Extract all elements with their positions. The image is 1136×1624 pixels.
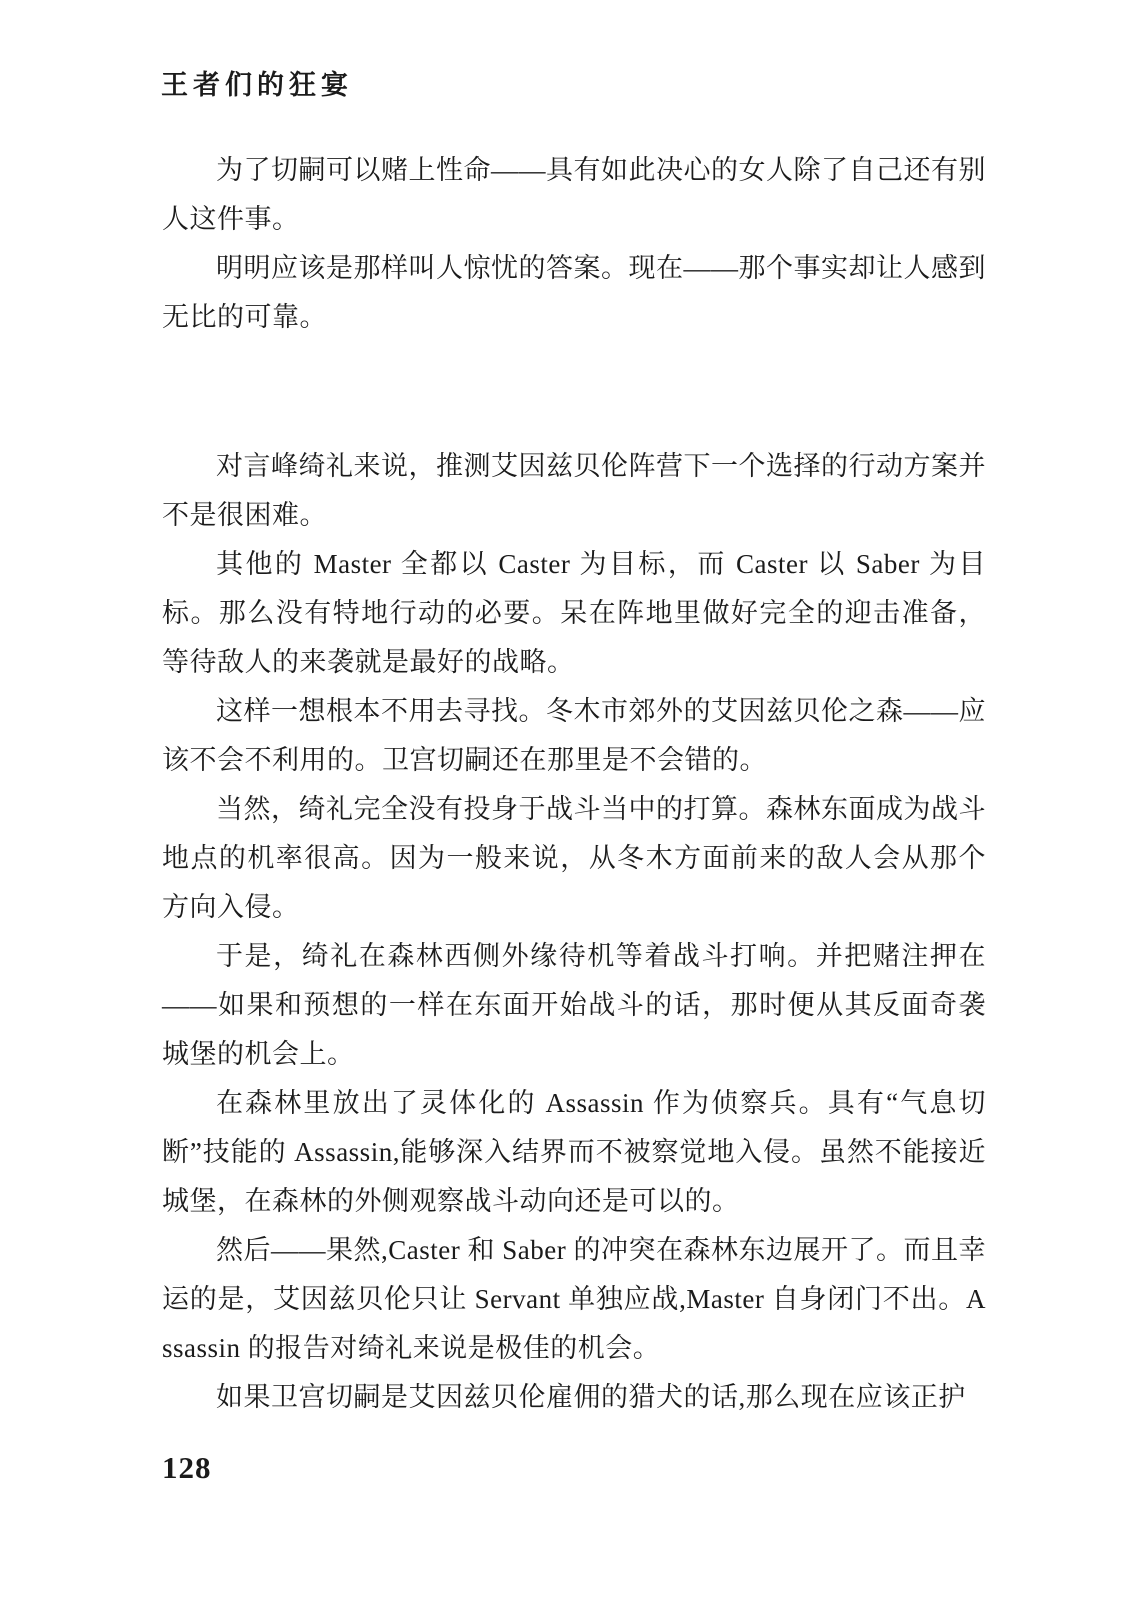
running-header: 王者们的狂宴 <box>161 70 353 100</box>
paragraph: 在森林里放出了灵体化的 Assassin 作为侦察兵。具有“气息切断”技能的 Assassin,能够深入结界而不被察觉地入侵。虽然不能接近城堡，在森林的外侧观察战斗动向还是可以的。 <box>162 1088 986 1216</box>
paragraph: 对言峰绮礼来说，推测艾因兹贝伦阵营下一个选择的行动方案并不是很困难。 <box>162 451 986 530</box>
body-text <box>162 146 986 1422</box>
paragraph: 于是，绮礼在森林西侧外缘待机等着战斗打响。并把赌注押在——如果和预想的一样在东面开始战斗的话，那时便从其反面奇袭城堡的机会上。 <box>162 941 986 1069</box>
paragraph: 这样一想根本不用去寻找。冬木市郊外的艾因兹贝伦之森——应该不会不利用的。卫宫切嗣还在那里是不会错的。 <box>162 696 986 775</box>
paragraph: 然后——果然,Caster 和 Saber 的冲突在森林东边展开了。而且幸运的是，艾因兹贝伦只让 Servant 单独应战,Master 自身闭门不出。Assassin 的报告对绮礼来说是极佳的机会。 <box>162 1235 986 1363</box>
page-number: 128 <box>162 1450 212 1485</box>
paragraph: 其他的 Master 全都以 Caster 为目标，而 Caster 以 Saber 为目标。那么没有特地行动的必要。呆在阵地里做好完全的迎击准备，等待敌人的来袭就是最好的战略。 <box>162 549 986 677</box>
paragraph: 为了切嗣可以赌上性命——具有如此决心的女人除了自己还有别人这件事。 <box>162 155 986 234</box>
paragraph: 明明应该是那样叫人惊忧的答案。现在——那个事实却让人感到无比的可靠。 <box>162 253 986 332</box>
paragraph: 如果卫宫切嗣是艾因兹贝伦雇佣的猎犬的话,那么现在应该正护 <box>216 1382 966 1412</box>
paragraph: 当然，绮礼完全没有投身于战斗当中的打算。森林东面成为战斗地点的机率很高。因为一般来说，从冬木方面前来的敌人会从那个方向入侵。 <box>162 794 986 922</box>
